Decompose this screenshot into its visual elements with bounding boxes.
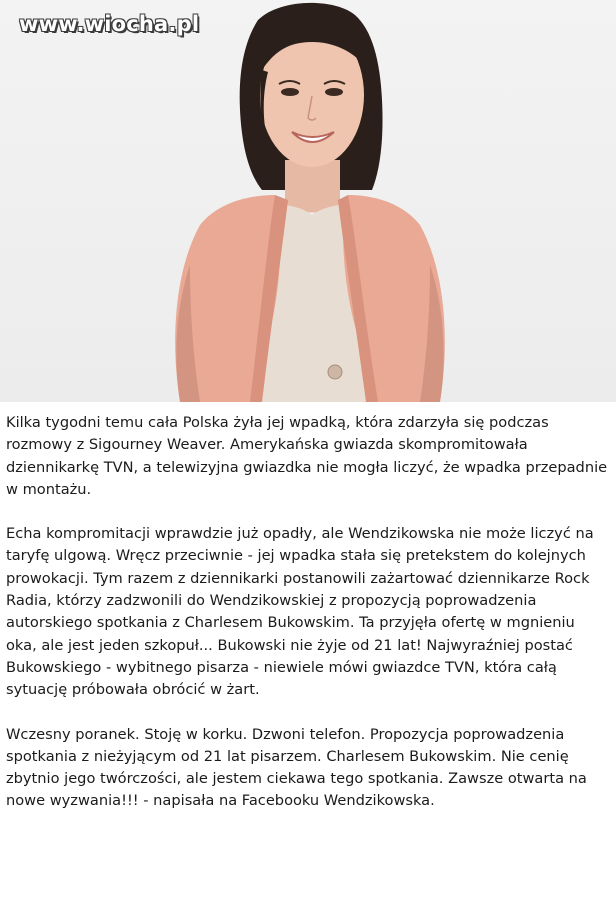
portrait-photo <box>0 0 616 402</box>
paragraph-3: Wczesny poranek. Stoję w korku. Dzwoni telefon. Propozycja poprowadzenia spotkania z nieżyjącym od 21 lat pisarzem. Charlesem Bukowskim. Nie cenię zbytnio jego twórczości, ale jestem ciekawa tego spotkania. Zawsze otwarta na nowe wyzwania!!! - napisała na Facebooku Wendzikowska. <box>6 725 587 810</box>
article-text <box>6 412 610 813</box>
paragraph-2: Echa kompromitacji wprawdzie już opadły, ale Wendzikowska nie może liczyć na taryfę ulgową. Wręcz przeciwnie - jej wpadka stała się pretekstem do kolejnych prowokacji. Tym razem z dziennikarki postanowili zażartować dziennikarze Rock Radia, którzy zadzwonili do Wendzikowskiej z propozycją poprowadzenia autorskiego spotkania z Charlesem Bukowskim. Ta przyjęła ofertę w mgnieniu oka, ale jest jeden szkopuł... Bukowski nie żyje od 21 lat! Najwyraźniej postać Bukowskiego - wybitnego pisarza - niewiele mówi gwiazdce TVN, która całą sytuację próbowała obrócić w żart. <box>6 525 594 699</box>
woman-portrait-icon <box>0 0 616 402</box>
paragraph-1: Kilka tygodni temu cała Polska żyła jej wpadką, która zdarzyła się podczas rozmowy z Sigourney Weaver. Amerykańska gwiazda skompromitowała dziennikarkę TVN, a telewizyjna gwiazdka nie mogła liczyć, że wpadka przepadnie w montażu. <box>6 414 608 498</box>
watermark: www.wiocha.pl <box>19 12 200 36</box>
